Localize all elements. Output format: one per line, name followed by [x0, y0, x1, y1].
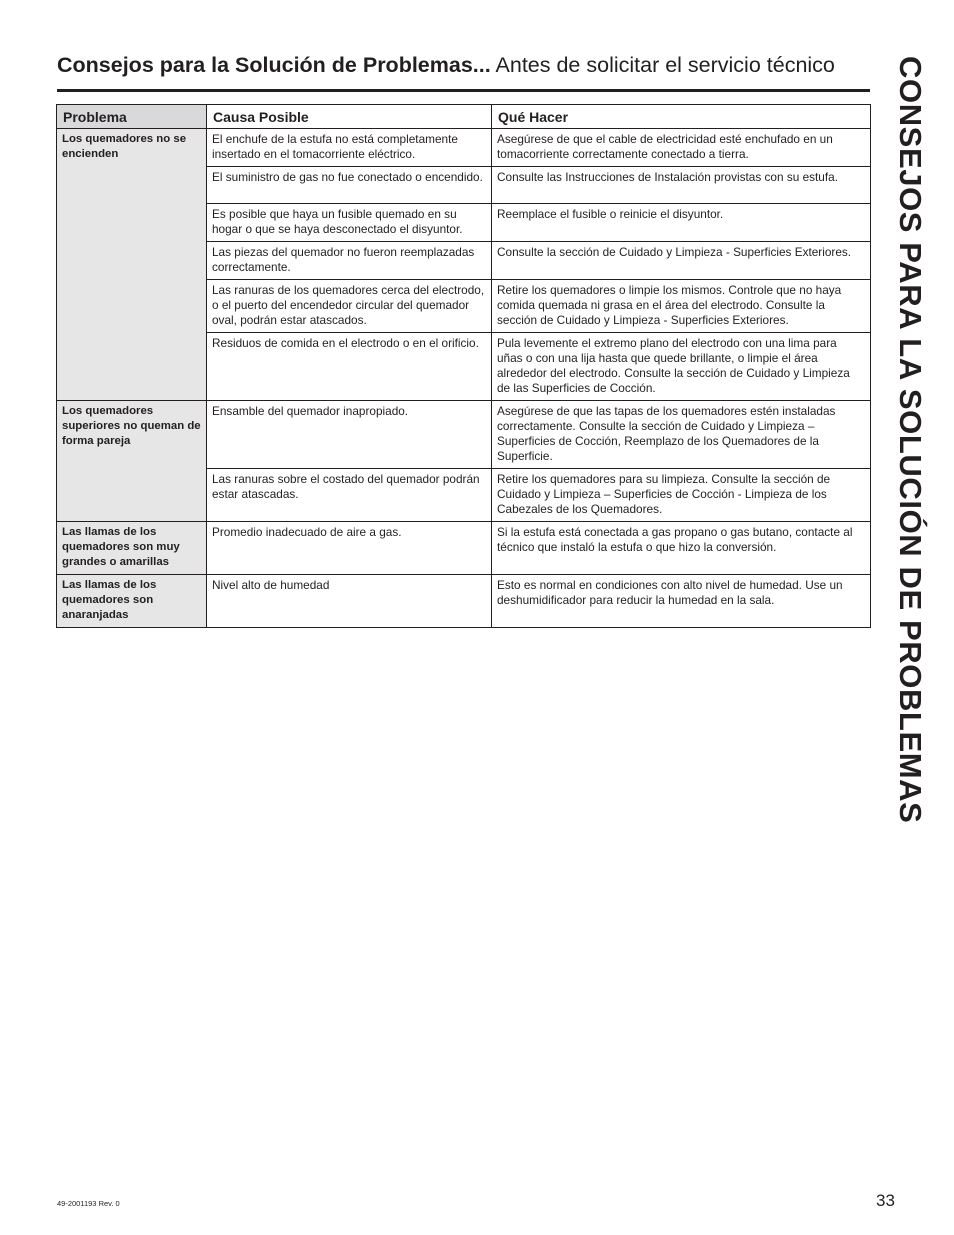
problem-cell: Los quemadores superiores no queman de forma pareja — [57, 401, 207, 522]
cause-cell: Nivel alto de humedad — [207, 575, 492, 628]
cause-cell: Es posible que haya un fusible quemado en su hogar o que se haya desconectado el disyuntor. — [207, 204, 492, 242]
page-title-bold: Consejos para la Solución de Problemas... — [57, 53, 491, 77]
cause-cell: Las ranuras sobre el costado del quemador podrán estar atascadas. — [207, 469, 492, 522]
action-cell: Retire los quemadores para su limpieza. Consulte la sección de Cuidado y Limpieza – Superficies de Cocción - Limpieza de los Cabezales de los Quemadores. — [492, 469, 871, 522]
table-row — [57, 522, 871, 575]
action-cell: Pula levemente el extremo plano del electrodo con una lima para uñas o con una lija hasta que quede brillante, o limpie el área alrededor del electrodo. Consulte la sección de Cuidado y Limpieza de las Superficies de Cocción. — [492, 333, 871, 401]
cause-cell: Residuos de comida en el electrodo o en el orificio. — [207, 333, 492, 401]
cause-cell: Las ranuras de los quemadores cerca del electrodo, o el puerto del encendedor circular del quemador oval, podrán estar atascados. — [207, 280, 492, 333]
table-row — [57, 129, 871, 167]
action-cell: Asegúrese de que las tapas de los quemadores estén instaladas correctamente. Consulte la sección de Cuidado y Limpieza – Superficies de Cocción, Reemplazo de los Quemadores de la Superficie. — [492, 401, 871, 469]
action-cell: Retire los quemadores o limpie los mismos. Controle que no haya comida quemada ni grasa en el área del electrodo. Consulte la sección de Cuidado y Limpieza - Superficies Exteriores. — [492, 280, 871, 333]
table-header-row — [57, 105, 871, 129]
column-header-cause: Causa Posible — [207, 105, 492, 129]
action-cell: Reemplace el fusible o reinicie el disyuntor. — [492, 204, 871, 242]
page-number: 33 — [876, 1191, 895, 1210]
cause-cell: Ensamble del quemador inapropiado. — [207, 401, 492, 469]
cause-cell: Las piezas del quemador no fueron reemplazadas correctamente. — [207, 242, 492, 280]
cause-cell: El suministro de gas no fue conectado o encendido. — [207, 167, 492, 204]
problem-cell: Los quemadores no se encienden — [57, 129, 207, 401]
title-divider — [57, 89, 870, 92]
page-title-subtitle: Antes de solicitar el servicio técnico — [495, 53, 835, 77]
action-cell: Esto es normal en condiciones con alto nivel de humedad. Use un deshumidificador para reducir la humedad en la sala. — [492, 575, 871, 628]
troubleshooting-table — [56, 104, 871, 628]
action-cell: Consulte las Instrucciones de Instalación provistas con su estufa. — [492, 167, 871, 204]
action-cell: Asegúrese de que el cable de electricidad esté enchufado en un tomacorriente correctamente conectado a tierra. — [492, 129, 871, 167]
table-row — [57, 575, 871, 628]
cause-cell: El enchufe de la estufa no está completamente insertado en el tomacorriente eléctrico. — [207, 129, 492, 167]
page-title — [57, 51, 872, 85]
table-row — [57, 401, 871, 469]
problem-cell: Las llamas de los quemadores son anaranjadas — [57, 575, 207, 628]
cause-cell: Promedio inadecuado de aire a gas. — [207, 522, 492, 575]
side-section-label: CONSEJOS PARA LA SOLUCIÓN DE PROBLEMAS — [893, 56, 928, 824]
column-header-action: Qué Hacer — [492, 105, 871, 129]
action-cell: Consulte la sección de Cuidado y Limpieza - Superficies Exteriores. — [492, 242, 871, 280]
action-cell: Si la estufa está conectada a gas propano o gas butano, contacte al técnico que instaló la estufa o que hizo la conversión. — [492, 522, 871, 575]
document-code: 49-2001193 Rev. 0 — [57, 1199, 120, 1208]
column-header-problem: Problema — [57, 105, 207, 129]
problem-cell: Las llamas de los quemadores son muy grandes o amarillas — [57, 522, 207, 575]
